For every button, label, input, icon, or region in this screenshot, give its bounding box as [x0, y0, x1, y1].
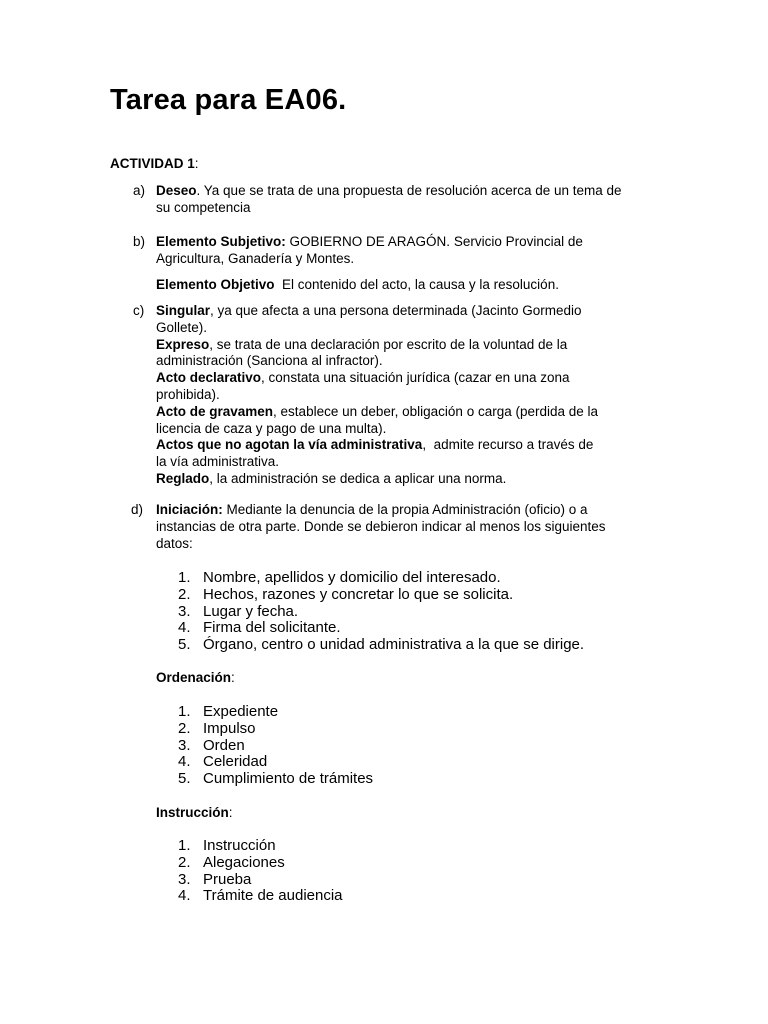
item-c-line [156, 303, 656, 320]
item-c-line-bold: Actos que no agotan la vía administrativa [156, 437, 423, 453]
item-d-line [156, 502, 656, 519]
item-d-text [156, 502, 656, 552]
activity-suffix: : [194, 156, 199, 171]
item-b-marker: b) [133, 234, 146, 249]
item-d-line-text: datos: [156, 535, 193, 551]
list-item [178, 587, 584, 604]
item-d-line-text: Mediante la denuncia de la propia Administración (oficio) o a [222, 502, 588, 517]
item-c-line-bold: Singular [156, 303, 211, 318]
item-a-text [156, 183, 656, 217]
ordenacion-label: Ordenación [156, 670, 232, 685]
list-item [178, 738, 373, 755]
item-c-text [156, 303, 656, 488]
item-b-line-bold: Elemento Subjetivo: [156, 234, 286, 249]
item-c-line [156, 337, 656, 354]
list-text: Expediente [203, 703, 279, 720]
list-number: 1. [178, 837, 191, 854]
item-d-line-text: instancias de otra parte. Donde se debieron indicar al menos los siguientes [156, 518, 606, 534]
list-number: 5. [178, 770, 191, 788]
document-title: Tarea para EA06. [110, 84, 347, 116]
item-c-line-bold: Acto declarativo [156, 370, 262, 386]
item-a-line [156, 200, 656, 217]
objective-label: Elemento Objetivo [156, 277, 275, 292]
item-a-line-bold: Deseo [156, 183, 197, 198]
item-c-line [156, 454, 656, 471]
item-a-line [156, 183, 656, 200]
item-c-line-bold: Expreso [156, 336, 210, 352]
item-c-line [156, 370, 656, 387]
item-d-line [156, 519, 656, 536]
list-item [178, 637, 584, 654]
item-b-text [156, 234, 656, 268]
item-c-line-text: prohibida). [156, 386, 220, 402]
list-text: Instrucción [203, 837, 276, 854]
list-number: 3. [178, 602, 191, 620]
list-text: Lugar y fecha. [203, 602, 299, 620]
list-item [178, 620, 584, 637]
list-number: 2. [178, 719, 191, 737]
instruccion-heading [156, 805, 233, 820]
item-c-line [156, 421, 656, 438]
list-text: Prueba [203, 870, 252, 888]
item-d-line-bold: Iniciación: [156, 502, 223, 517]
list-text: Orden [203, 736, 245, 754]
list-text: Nombre, apellidos y domicilio del interesado. [203, 569, 501, 586]
list-text: Firma del solicitante. [203, 619, 341, 637]
list-number: 4. [178, 887, 191, 905]
list-number: 1. [178, 703, 191, 720]
item-c-line-text: administración (Sanciona al infractor). [156, 353, 383, 369]
list-text: Trámite de audiencia [203, 887, 343, 905]
item-c-line [156, 404, 656, 421]
list-text: Celeridad [203, 753, 268, 771]
item-c-line-text: , constata una situación jurídica (cazar en una zona [261, 370, 570, 386]
ordenacion-list [178, 704, 373, 788]
item-c-line-text: Gollete). [156, 319, 208, 335]
list-item [178, 570, 584, 587]
ordenacion-suffix: : [231, 670, 235, 685]
list-item [178, 754, 373, 771]
list-number: 2. [178, 585, 191, 603]
item-c-line-bold: Acto de gravamen [156, 403, 274, 419]
objective-text: El contenido del acto, la causa y la resolución. [274, 277, 559, 292]
item-b-line [156, 234, 656, 251]
item-c-line-text: la vía administrativa. [156, 454, 280, 470]
item-c-line [156, 437, 656, 454]
list-item [178, 872, 343, 889]
item-c-line-text: , la administración se dedica a aplicar una norma. [209, 470, 507, 486]
item-c-line [156, 320, 656, 337]
ordenacion-heading [156, 670, 235, 685]
item-d-line [156, 536, 656, 553]
list-text: Órgano, centro o unidad administrativa a la que se dirige. [203, 636, 585, 654]
item-c-line-text: , establece un deber, obligación o carga (perdida de la [273, 403, 599, 419]
item-b-line-text: Agricultura, Ganadería y Montes. [156, 250, 355, 266]
list-item [178, 838, 343, 855]
item-c-line-text: , se trata de una declaración por escrito de la voluntad de la [209, 336, 568, 352]
list-number: 3. [178, 736, 191, 754]
list-item [178, 704, 373, 721]
item-c-marker: c) [133, 303, 145, 318]
list-number: 3. [178, 870, 191, 888]
list-text: Hechos, razones y concretar lo que se solicita. [203, 585, 514, 603]
instruccion-list [178, 838, 343, 905]
list-item [178, 888, 343, 905]
list-number: 2. [178, 853, 191, 871]
list-number: 4. [178, 619, 191, 637]
activity-label: ACTIVIDAD 1 [110, 156, 195, 171]
list-item [178, 721, 373, 738]
instruccion-label: Instrucción [156, 805, 229, 820]
initiation-list [178, 570, 584, 654]
item-a-line-text: . Ya que se trata de una propuesta de resolución acerca de un tema de [196, 183, 622, 198]
item-b-line-text: GOBIERNO DE ARAGÓN. Servicio Provincial de [285, 234, 583, 249]
instruccion-suffix: : [228, 805, 233, 820]
item-c-line-text: , ya que afecta a una persona determinada (Jacinto Gormedio [210, 303, 582, 318]
item-c-line [156, 353, 656, 370]
list-item [178, 771, 373, 788]
item-c-line-bold: Reglado [156, 470, 210, 486]
list-item [178, 855, 343, 872]
activity-heading [110, 156, 199, 171]
list-text: Alegaciones [203, 853, 285, 871]
list-number: 4. [178, 753, 191, 771]
objective-line [156, 277, 656, 294]
item-c-line [156, 471, 656, 488]
item-c-line [156, 387, 656, 404]
item-b-line [156, 251, 656, 268]
objective-element [156, 277, 656, 294]
item-c-line-text: , admite recurso a través de [422, 437, 594, 453]
list-item [178, 604, 584, 621]
list-text: Impulso [203, 719, 256, 737]
list-number: 1. [178, 569, 191, 586]
item-a-marker: a) [133, 183, 146, 198]
list-number: 5. [178, 636, 191, 654]
item-a-line-text: su competencia [156, 199, 251, 215]
list-text: Cumplimiento de trámites [203, 770, 374, 788]
item-d-marker: d) [131, 502, 144, 517]
item-c-line-text: licencia de caza y pago de una multa). [156, 420, 387, 436]
